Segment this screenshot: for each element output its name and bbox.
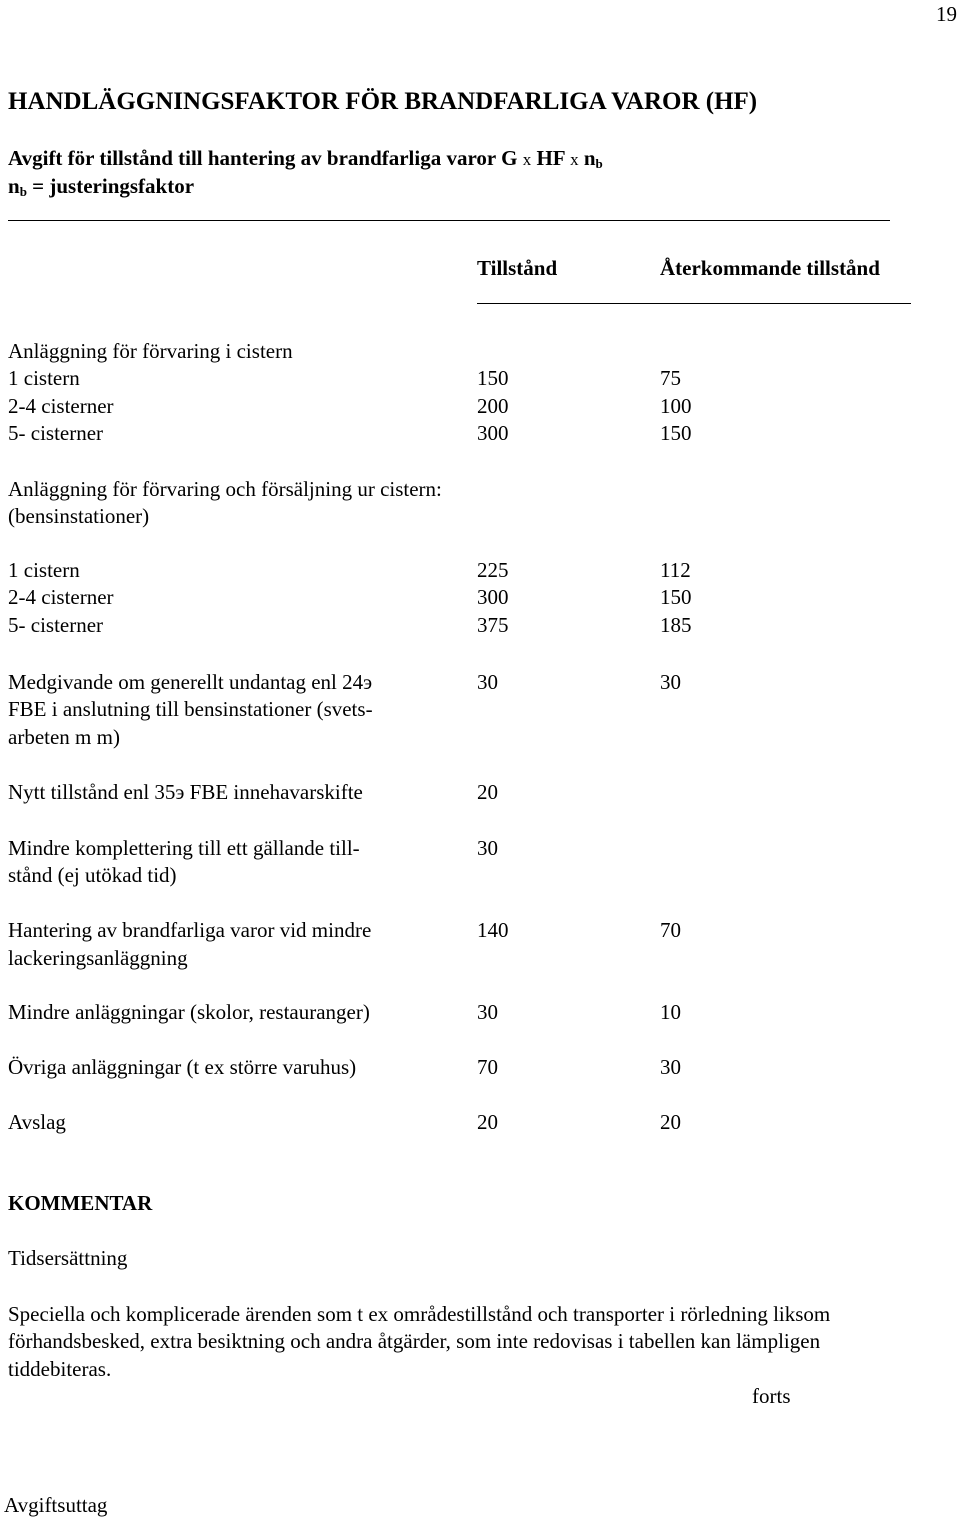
- footer-label: Avgiftsuttag: [4, 1493, 108, 1517]
- table-row-label: 2-4 cisterner: [8, 394, 114, 418]
- hantering-tillstand: 140: [477, 918, 509, 942]
- ovriga-aterkommande: 30: [660, 1055, 681, 1079]
- divider-top: [8, 220, 890, 221]
- table-row-label: 5- cisterner: [8, 613, 104, 637]
- nytt-tillstand-value: 20: [477, 780, 498, 804]
- table-row-aterkommande: 150: [660, 421, 692, 445]
- table-row-tillstand: 200: [477, 394, 509, 418]
- def-n: n: [8, 174, 20, 198]
- adjustment-factor-definition: [8, 176, 194, 198]
- formula-n: n: [583, 146, 596, 170]
- table-row-label: 5- cisterner: [8, 421, 104, 445]
- medgivande-aterkommande: 30: [660, 670, 681, 694]
- mindre-komplettering-value: 30: [477, 836, 498, 860]
- divider-header: [477, 303, 911, 304]
- mindre-komplettering-line2: stånd (ej utökad tid): [8, 863, 177, 887]
- table-row-aterkommande: 75: [660, 366, 681, 390]
- fee-formula: [8, 148, 603, 170]
- formula-times-2: x: [570, 150, 579, 169]
- medgivande-label-line1: Medgivande om generellt undantag enl 24э: [8, 670, 373, 694]
- def-n-subscript: b: [19, 184, 27, 199]
- kommentar-line1: Speciella och komplicerade ärenden som t ex områdestillstånd och transporter i rörledning liksom: [8, 1302, 831, 1326]
- table-row-tillstand: 150: [477, 366, 509, 390]
- avslag-tillstand: 20: [477, 1110, 498, 1134]
- mindre-komplettering-line1: Mindre komplettering till ett gällande till-: [8, 836, 360, 860]
- section1-heading: Anläggning för förvaring i cistern: [8, 339, 293, 363]
- avslag-aterkommande: 20: [660, 1110, 681, 1134]
- table-row-label: 1 cistern: [8, 558, 80, 582]
- kommentar-line2: förhandsbesked, extra besiktning och andra åtgärder, som inte redovisas i tabellen kan lämpligen: [8, 1329, 821, 1353]
- ovriga-label: Övriga anläggningar (t ex större varuhus): [8, 1055, 357, 1079]
- table-row-aterkommande: 185: [660, 613, 692, 637]
- table-row-aterkommande: 112: [660, 558, 691, 582]
- mindre-anlaggningar-aterkommande: 10: [660, 1000, 681, 1024]
- forts-label: forts: [752, 1384, 791, 1408]
- medgivande-label-line3: arbeten m m): [8, 725, 120, 749]
- table-row-tillstand: 375: [477, 613, 509, 637]
- formula-times: x: [522, 150, 532, 169]
- medgivande-tillstand: 30: [477, 670, 498, 694]
- table-row-label: 2-4 cisterner: [8, 585, 114, 609]
- nytt-tillstand-label: Nytt tillstånd enl 35э FBE innehavarskifte: [8, 780, 363, 804]
- ovriga-tillstand: 70: [477, 1055, 498, 1079]
- table-row-label: 1 cistern: [8, 366, 80, 390]
- table-row-aterkommande: 150: [660, 585, 692, 609]
- kommentar-subheading: Tidsersättning: [8, 1246, 128, 1270]
- table-row-tillstand: 300: [477, 421, 509, 445]
- page-number: 19: [936, 2, 957, 26]
- header-tillstand: Tillstånd: [477, 256, 558, 280]
- formula-n-subscript: b: [595, 156, 603, 171]
- formula-prefix: Avgift för tillstånd till hantering av brandfarliga varor G: [8, 146, 518, 170]
- medgivande-label-line2: FBE i anslutning till bensinstationer (svets-: [8, 697, 373, 721]
- table-row-tillstand: 225: [477, 558, 509, 582]
- section2-heading: Anläggning för förvaring och försäljning ur cistern:: [8, 477, 442, 501]
- hantering-line1: Hantering av brandfarliga varor vid mindre: [8, 918, 372, 942]
- header-aterkommande: Återkommande tillstånd: [660, 256, 880, 280]
- table-row-tillstand: 300: [477, 585, 509, 609]
- avslag-label: Avslag: [8, 1110, 66, 1134]
- page-title: HANDLÄGGNINGSFAKTOR FÖR BRANDFARLIGA VAROR (HF): [8, 88, 758, 115]
- hantering-aterkommande: 70: [660, 918, 681, 942]
- def-rest: = justeringsfaktor: [32, 174, 195, 198]
- mindre-anlaggningar-label: Mindre anläggningar (skolor, restauranger): [8, 1000, 370, 1024]
- kommentar-line3: tiddebiteras.: [8, 1357, 112, 1381]
- kommentar-heading: KOMMENTAR: [8, 1191, 153, 1215]
- table-row-aterkommande: 100: [660, 394, 692, 418]
- section2-subheading: (bensinstationer): [8, 504, 150, 528]
- hantering-line2: lackeringsanläggning: [8, 946, 188, 970]
- mindre-anlaggningar-tillstand: 30: [477, 1000, 498, 1024]
- formula-hf: HF: [536, 146, 565, 170]
